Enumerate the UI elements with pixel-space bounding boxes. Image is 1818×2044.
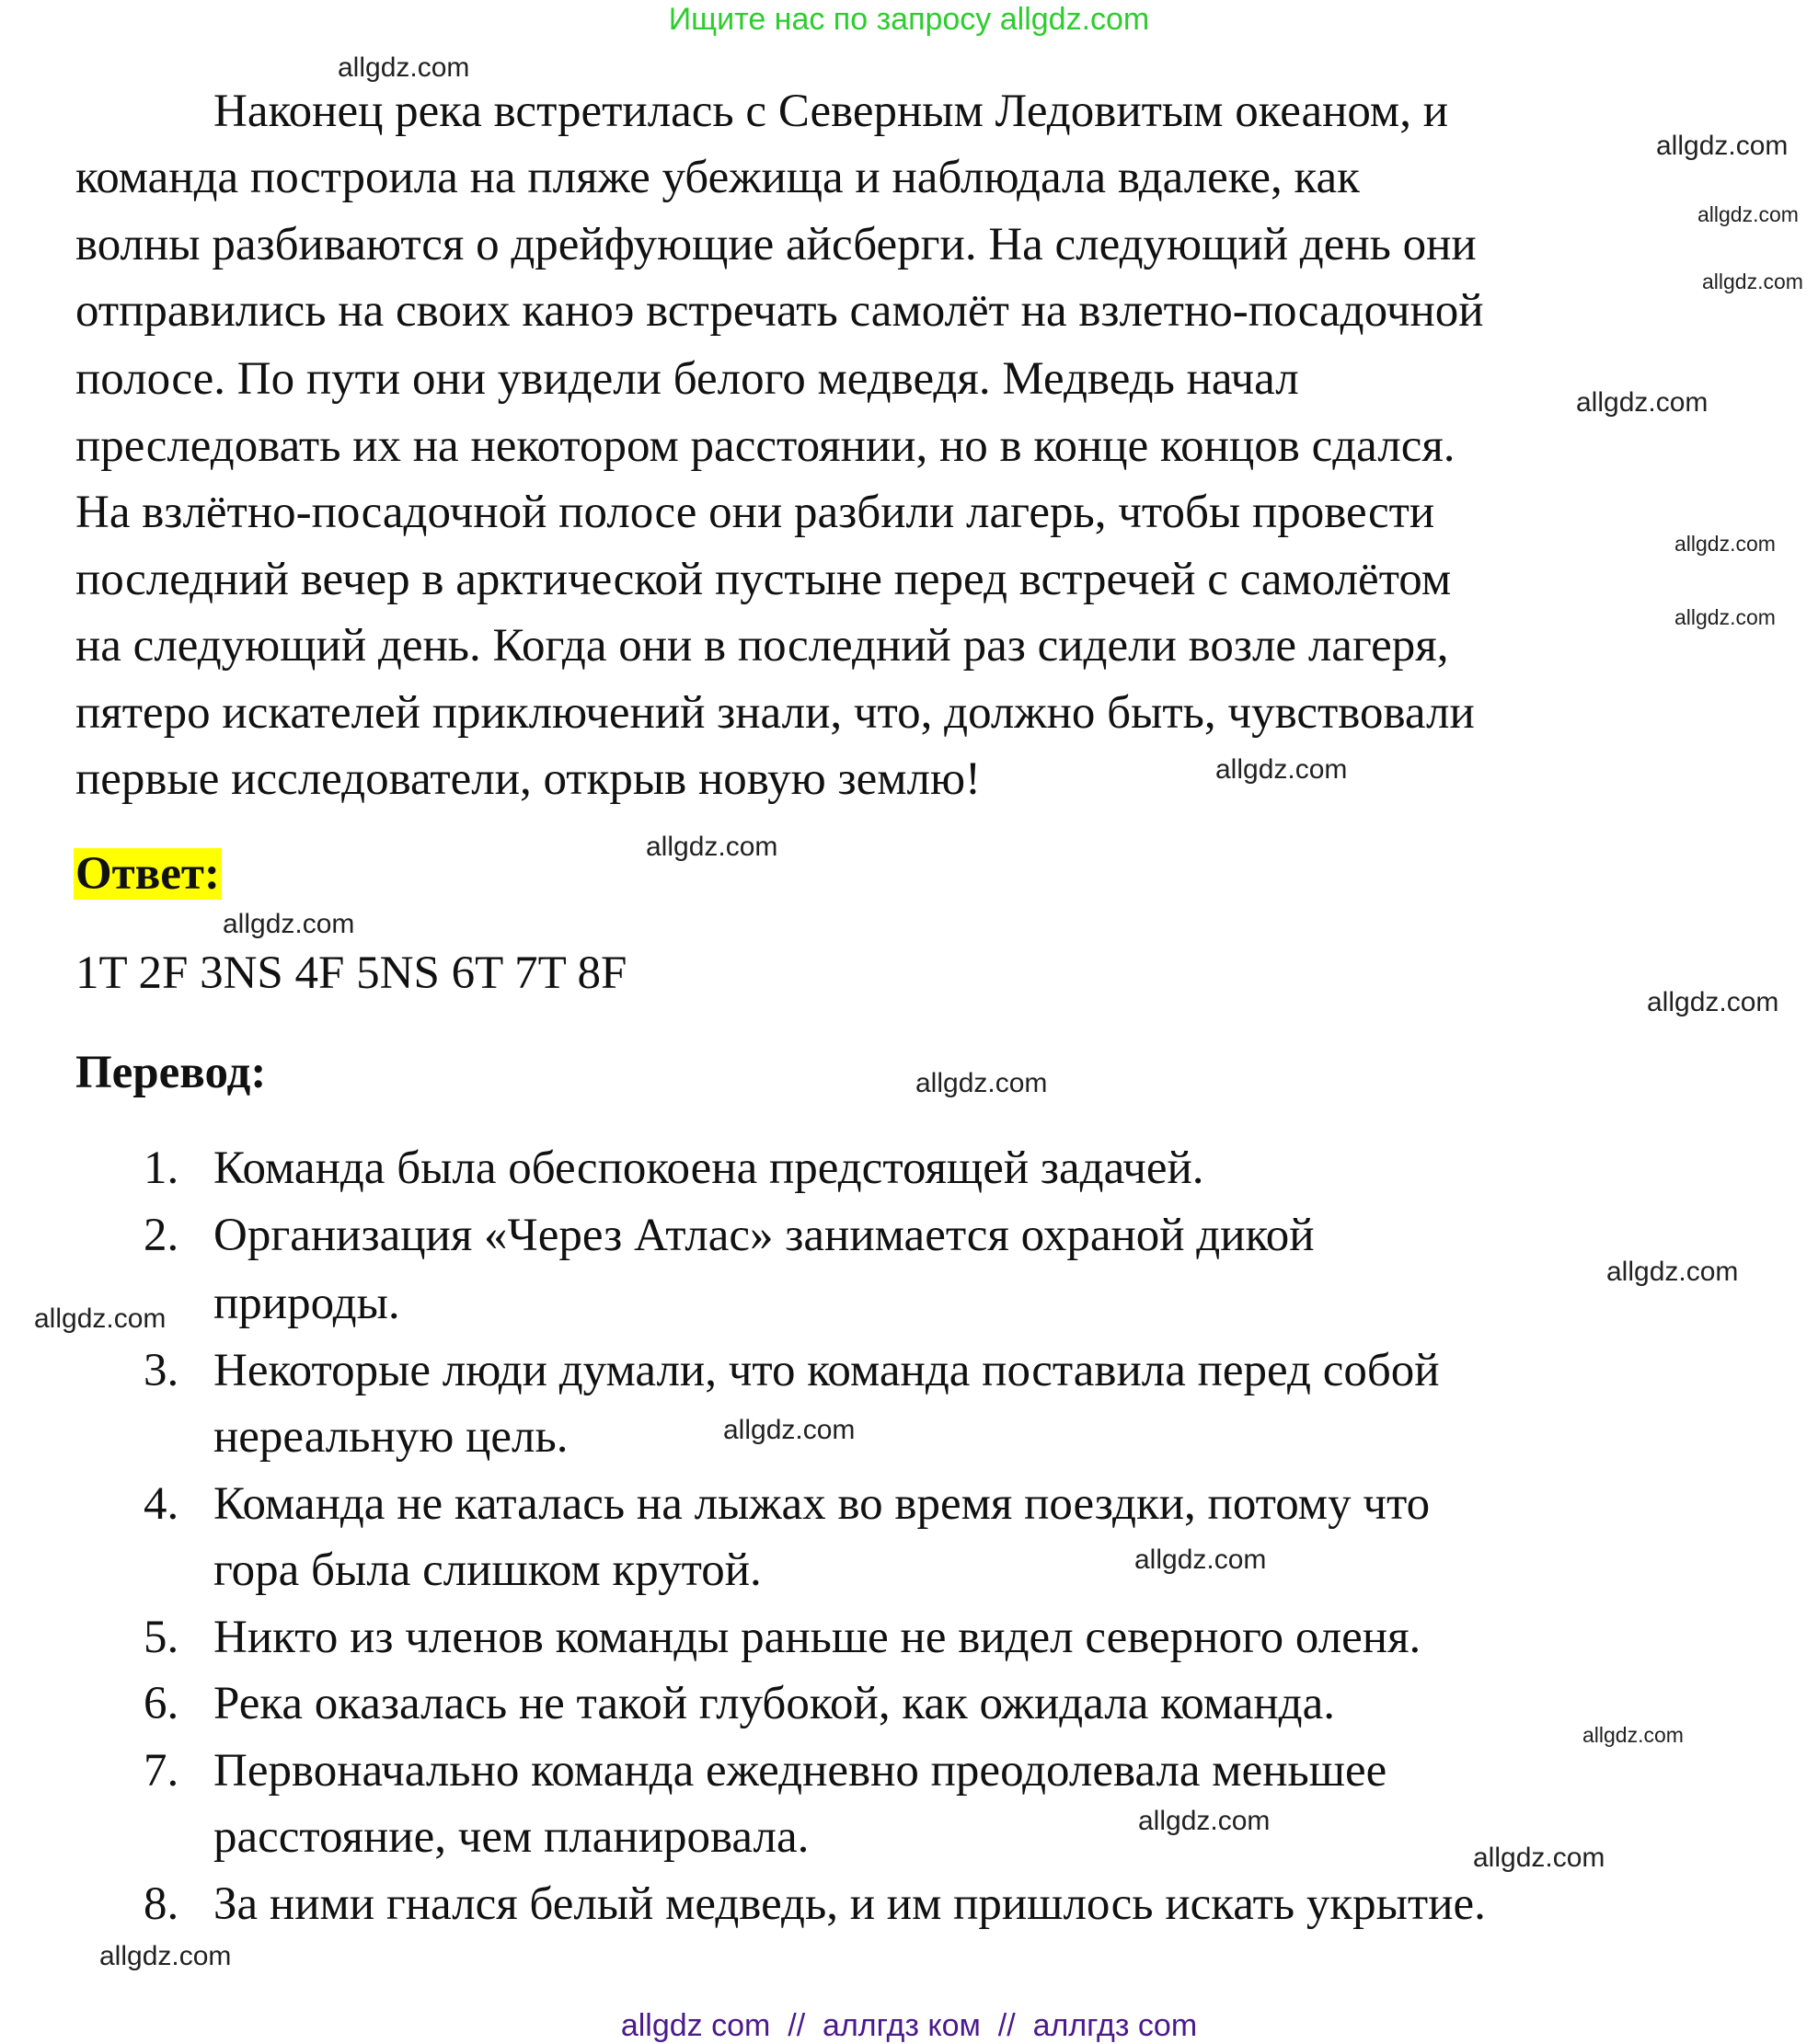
list-number: 5.	[144, 1612, 179, 1663]
watermark: allgdz.com	[34, 1303, 167, 1334]
list-item: Река оказалась не такой глубокой, как ожидала команда.	[213, 1678, 1336, 1729]
watermark: allgdz.com	[1215, 754, 1348, 785]
search-banner: Ищите нас по запросу allgdz.com	[668, 2, 1150, 37]
watermark: allgdz.com	[1697, 202, 1799, 226]
watermark: allgdz.com	[1656, 131, 1789, 161]
answer-heading	[74, 848, 222, 900]
list-item: гора была слишком крутой.	[213, 1544, 762, 1596]
watermark: allgdz.com	[1702, 270, 1803, 293]
watermark: allgdz.com	[646, 832, 778, 862]
watermark: allgdz.com	[915, 1068, 1048, 1098]
paragraph-line: преследовать их на некотором расстоянии, но в конце концов сдался.	[75, 420, 1456, 472]
list-item: расстояние, чем планировала.	[213, 1811, 810, 1863]
watermark: allgdz.com	[1674, 605, 1776, 629]
translation-heading: Перевод:	[75, 1047, 267, 1098]
answer-value: 1T 2F 3NS 4F 5NS 6T 7T 8F	[75, 947, 627, 999]
paragraph-line: полосе. По пути они увидели белого медведя. Медведь начал	[75, 353, 1299, 405]
watermark: allgdz.com	[223, 909, 355, 939]
list-item: Первоначально команда ежедневно преодолевала меньшее	[213, 1745, 1387, 1797]
list-item: Никто из членов команды раньше не видел северного оленя.	[213, 1612, 1421, 1663]
list-item: Команда была обеспокоена предстоящей задачей.	[213, 1143, 1204, 1194]
list-item: Организация «Через Атлас» занимается охраной дикой	[213, 1210, 1315, 1261]
list-item: природы.	[213, 1278, 400, 1329]
paragraph-line: Наконец река встретилась с Северным Ледовитым океаном, и	[213, 86, 1448, 137]
list-item: Команда не каталась на лыжах во время поездки, потому что	[213, 1478, 1431, 1530]
watermark: allgdz.com	[1606, 1257, 1739, 1287]
footer-watermark: allgdz com // аллгдз ком // аллгдз com	[620, 2008, 1198, 2043]
paragraph-line: волны разбиваются о дрейфующие айсберги. На следующий день они	[75, 219, 1477, 270]
paragraph-line: отправились на своих каноэ встречать самолёт на взлетно-посадочной	[75, 285, 1484, 337]
watermark: allgdz.com	[338, 52, 470, 83]
list-item: За ними гнался белый медведь, и им пришлось искать укрытие.	[213, 1878, 1486, 1930]
list-item: Некоторые люди думали, что команда поставила перед собой	[213, 1345, 1440, 1396]
paragraph-line: последний вечер в арктической пустыне перед встречей с самолётом	[75, 554, 1452, 605]
watermark: allgdz.com	[1473, 1843, 1605, 1873]
paragraph-line: команда построила на пляже убежища и наблюдала вдалеке, как	[75, 152, 1360, 203]
watermark: allgdz.com	[1134, 1544, 1267, 1575]
paragraph-line: пятеро искателей приключений знали, что, должно быть, чувствовали	[75, 687, 1475, 739]
watermark: allgdz.com	[1674, 532, 1776, 556]
list-number: 6.	[144, 1678, 179, 1729]
watermark: allgdz.com	[1647, 987, 1779, 1017]
list-number: 4.	[144, 1478, 179, 1530]
list-number: 8.	[144, 1878, 179, 1930]
watermark: allgdz.com	[1582, 1723, 1684, 1747]
watermark: allgdz.com	[1138, 1806, 1271, 1836]
paragraph-line: первые исследователи, открыв новую землю!	[75, 753, 982, 805]
list-number: 2.	[144, 1210, 179, 1261]
list-number: 7.	[144, 1745, 179, 1797]
list-number: 3.	[144, 1345, 179, 1396]
list-item: нереальную цель.	[213, 1411, 569, 1463]
paragraph-line: на следующий день. Когда они в последний раз сидели возле лагеря,	[75, 620, 1449, 672]
paragraph-line: На взлётно-посадочной полосе они разбили лагерь, чтобы провести	[75, 487, 1435, 538]
answer-label: Ответ:	[75, 848, 220, 900]
watermark: allgdz.com	[723, 1415, 856, 1445]
watermark: allgdz.com	[1576, 387, 1709, 418]
list-number: 1.	[144, 1143, 179, 1194]
watermark: allgdz.com	[99, 1941, 232, 1971]
